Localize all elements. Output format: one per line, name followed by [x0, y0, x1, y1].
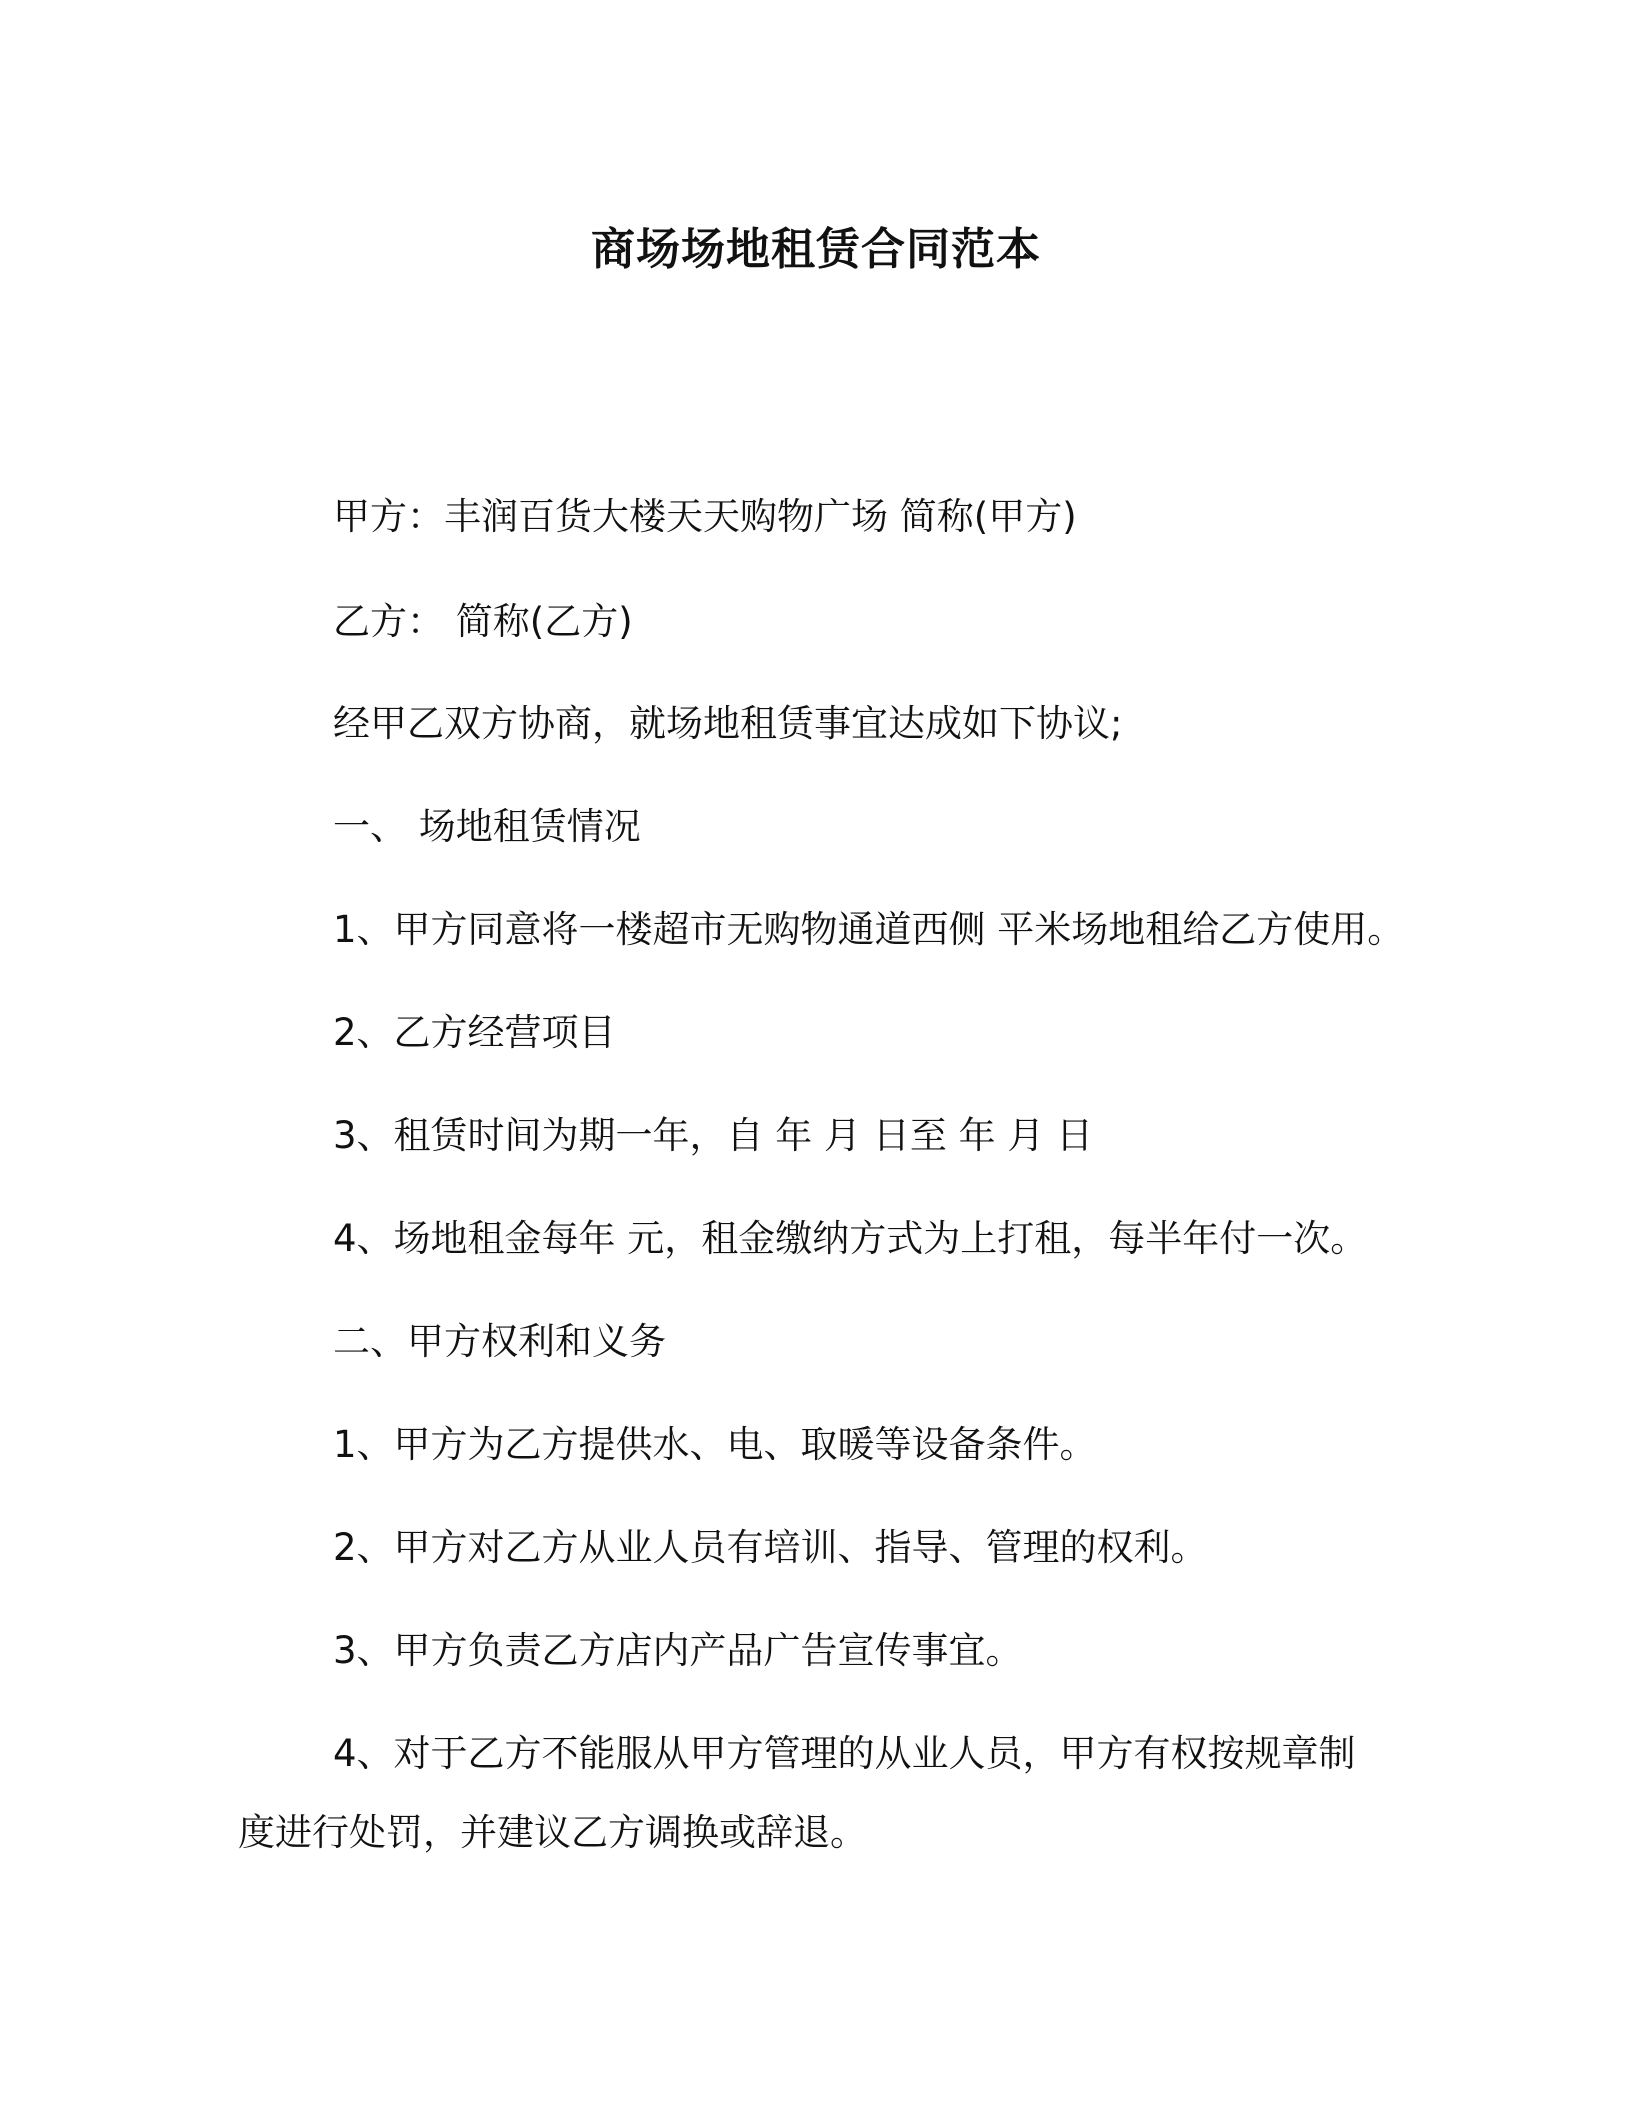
clause-1-4: 4、场地租金每年 元，租金缴纳方式为上打租，每半年付一次。	[333, 1217, 1368, 1260]
preamble-line: 经甲乙双方协商，就场地租赁事宜达成如下协议;	[333, 702, 1123, 745]
clause-2-3: 3、甲方负责乙方店内产品广告宣传事宜。	[333, 1629, 1023, 1672]
clause-1-2: 2、乙方经营项目	[333, 1011, 616, 1054]
section-heading-2: 二、甲方权利和义务	[333, 1320, 666, 1363]
clause-2-2: 2、甲方对乙方从业人员有培训、指导、管理的权利。	[333, 1526, 1208, 1569]
clause-2-4-continued: 度进行处罚，并建议乙方调换或辞退。	[238, 1811, 867, 1854]
document-title: 商场场地租赁合同范本	[591, 224, 1041, 275]
clause-1-3: 3、租赁时间为期一年，自 年 月 日至 年 月 日	[333, 1114, 1094, 1157]
clause-2-1: 1、甲方为乙方提供水、电、取暖等设备条件。	[333, 1423, 1097, 1466]
party-a-line: 甲方：丰润百货大楼天天购物广场 简称(甲方)	[333, 495, 1077, 538]
section-heading-1: 一、 场地租赁情况	[333, 805, 641, 848]
clause-1-1: 1、甲方同意将一楼超市无购物通道西侧 平米场地租给乙方使用。	[333, 908, 1405, 951]
party-b-line: 乙方： 简称(乙方)	[333, 600, 633, 643]
clause-2-4: 4、对于乙方不能服从甲方管理的从业人员，甲方有权按规章制	[333, 1732, 1356, 1775]
